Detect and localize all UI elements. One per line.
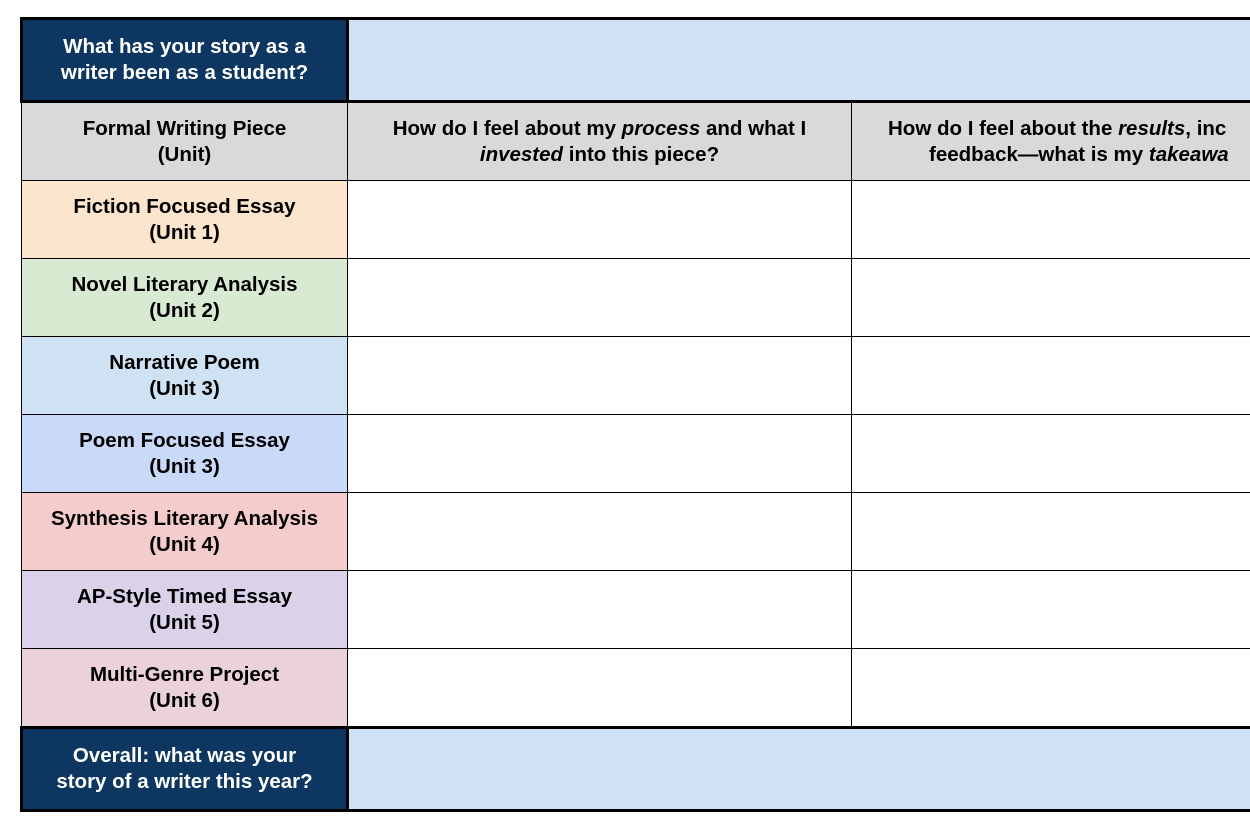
results-answer-cell[interactable] <box>852 649 1250 728</box>
bottom-question-line1: Overall: what was your <box>72 744 297 767</box>
table-row <box>22 571 1250 649</box>
header-col3-line2: feedback—what is my takeawa <box>929 142 1229 166</box>
unit-number: (Unit 2) <box>149 298 220 322</box>
process-answer-cell[interactable] <box>348 571 852 649</box>
results-answer-cell[interactable] <box>852 259 1250 337</box>
header-process <box>348 102 852 181</box>
process-answer-cell[interactable] <box>348 259 852 337</box>
unit-label-poem-focused-essay <box>22 415 348 493</box>
unit-label-narrative-poem <box>22 337 348 415</box>
unit-number: (Unit 5) <box>149 610 220 634</box>
unit-number: (Unit 4) <box>149 532 220 556</box>
process-answer-cell[interactable] <box>348 181 852 259</box>
table-row <box>22 649 1250 728</box>
column-header-row <box>22 102 1250 181</box>
unit-label-fiction-focused-essay <box>22 181 348 259</box>
table-row <box>22 337 1250 415</box>
bottom-question-label <box>22 728 348 811</box>
unit-title: Narrative Poem <box>109 350 260 374</box>
unit-title: Poem Focused Essay <box>79 428 290 452</box>
table-row <box>22 259 1250 337</box>
header-col2-line1: How do I feel about my process and what I <box>392 116 807 140</box>
top-question-label <box>22 19 348 102</box>
unit-label-multi-genre-project <box>22 649 348 728</box>
top-answer-cell[interactable] <box>348 19 1250 102</box>
process-answer-cell[interactable] <box>348 493 852 571</box>
header-results <box>852 102 1250 181</box>
unit-number: (Unit 3) <box>149 376 220 400</box>
results-answer-cell[interactable] <box>852 337 1250 415</box>
unit-number: (Unit 6) <box>149 688 220 712</box>
header-col3-line1: How do I feel about the results, inc <box>888 116 1227 140</box>
unit-title: Multi-Genre Project <box>89 662 280 686</box>
unit-title: AP-Style Timed Essay <box>77 584 292 608</box>
bottom-question-line2: story of a writer this year? <box>56 770 313 793</box>
process-answer-cell[interactable] <box>348 337 852 415</box>
reflection-sheet <box>20 17 1250 814</box>
header-formal-writing-piece <box>22 102 348 181</box>
table-row <box>22 493 1250 571</box>
table-row <box>22 181 1250 259</box>
results-answer-cell[interactable] <box>852 415 1250 493</box>
reflection-table <box>20 17 1250 812</box>
results-answer-cell[interactable] <box>852 493 1250 571</box>
process-answer-cell[interactable] <box>348 649 852 728</box>
bottom-question-row <box>22 728 1250 811</box>
unit-title: Synthesis Literary Analysis <box>50 506 318 530</box>
header-col1-line2: (Unit) <box>157 142 212 166</box>
results-answer-cell[interactable] <box>852 571 1250 649</box>
unit-label-ap-style-timed-essay <box>22 571 348 649</box>
header-col2-line2: invested into this piece? <box>479 142 720 166</box>
process-answer-cell[interactable] <box>348 415 852 493</box>
top-question-line1: What has your story as a <box>63 35 306 58</box>
unit-number: (Unit 1) <box>149 220 220 244</box>
top-question-line2: writer been as a student? <box>60 61 309 84</box>
header-col1-line1: Formal Writing Piece <box>82 116 287 140</box>
unit-label-synthesis-literary-analysis <box>22 493 348 571</box>
unit-label-novel-literary-analysis <box>22 259 348 337</box>
top-question-row <box>22 19 1250 102</box>
unit-title: Fiction Focused Essay <box>73 194 296 218</box>
unit-title: Novel Literary Analysis <box>71 272 298 296</box>
bottom-answer-cell[interactable] <box>348 728 1250 811</box>
table-row <box>22 415 1250 493</box>
results-answer-cell[interactable] <box>852 181 1250 259</box>
unit-number: (Unit 3) <box>149 454 220 478</box>
